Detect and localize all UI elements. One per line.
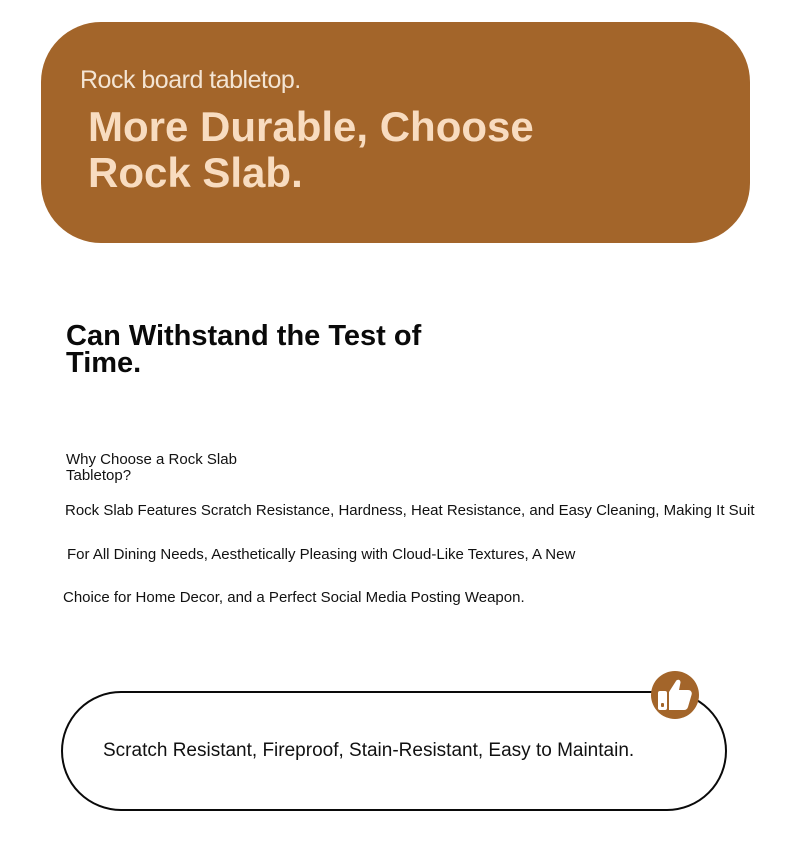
description-line: Rock Slab Features Scratch Resistance, Hardness, Heat Resistance, and Easy Cleaning, Making It Suit	[65, 502, 755, 519]
description-line: Choice for Home Decor, and a Perfect Social Media Posting Weapon.	[63, 589, 525, 606]
why-heading: Why Choose a Rock Slab Tabletop?	[66, 451, 237, 484]
feature-text: Scratch Resistant, Fireproof, Stain-Resistant, Easy to Maintain.	[103, 740, 635, 761]
section-heading: Can Withstand the Test of Time.	[66, 320, 422, 379]
hero-title: More Durable, Choose Rock Slab.	[88, 103, 534, 196]
thumbs-up-icon	[651, 671, 699, 719]
description-line: For All Dining Needs, Aesthetically Pleasing with Cloud-Like Textures, A New	[67, 546, 576, 563]
hero-subtitle: Rock board tabletop.	[80, 66, 301, 94]
